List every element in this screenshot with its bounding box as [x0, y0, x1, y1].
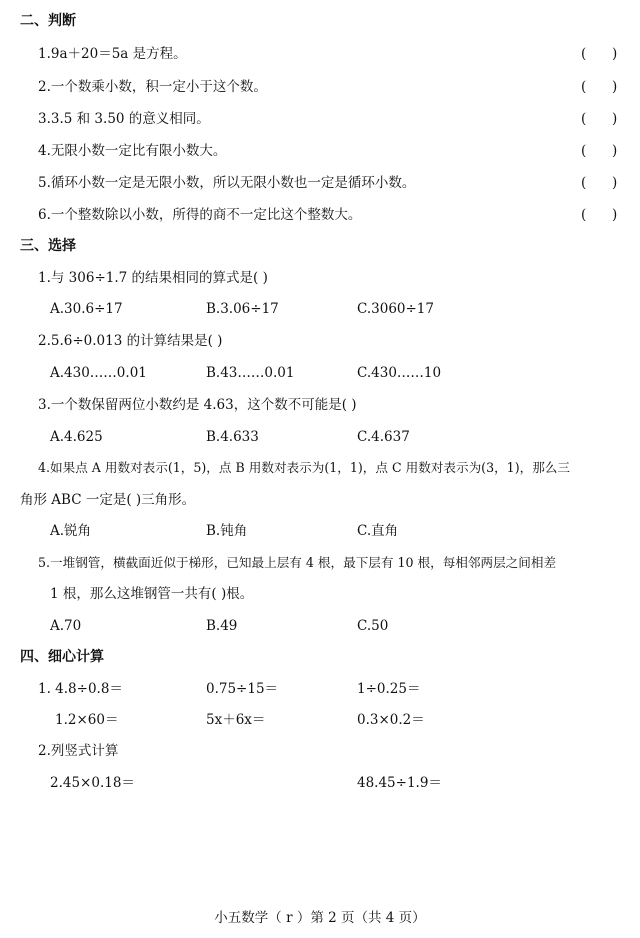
section-heading-choice: 三、选择	[20, 238, 76, 254]
choice-q1-option-a[interactable]: A.30.6÷17	[50, 301, 123, 317]
vertical-calc-heading: 2.列竖式计算	[38, 743, 119, 759]
choice-q4-stem-line2: 角形 ABC 一定是( )三角形。	[20, 492, 196, 508]
answer-blank-6[interactable]: ( )	[581, 207, 618, 223]
choice-q4-option-c[interactable]: C.直角	[357, 523, 399, 539]
section-heading-judgement: 二、判断	[20, 13, 76, 29]
choice-q2-option-a[interactable]: A.430……0.01	[50, 365, 147, 381]
answer-blank-4[interactable]: ( )	[581, 143, 618, 159]
answer-blank-5[interactable]: ( )	[581, 175, 618, 191]
choice-q3-option-a[interactable]: A.4.625	[50, 429, 103, 445]
choice-q4-option-b[interactable]: B.钝角	[206, 523, 248, 539]
judgement-item-2: 2.一个数乘小数，积一定小于这个数。	[38, 79, 267, 95]
section-heading-calculation: 四、细心计算	[20, 649, 104, 665]
choice-q2-option-b[interactable]: B.43……0.01	[206, 365, 295, 381]
choice-q3-option-c[interactable]: C.4.637	[357, 429, 410, 445]
choice-q2-stem: 2.5.6÷0.013 的计算结果是( )	[38, 333, 223, 349]
choice-q1-option-c[interactable]: C.3060÷17	[357, 301, 434, 317]
calc-item-5: 5x＋6x＝	[206, 712, 266, 728]
calc-item-2: 0.75÷15＝	[206, 681, 279, 697]
choice-q1-stem: 1.与 306÷1.7 的结果相同的算式是( )	[38, 270, 268, 286]
choice-q5-option-c[interactable]: C.50	[357, 618, 389, 634]
answer-blank-2[interactable]: ( )	[581, 79, 618, 95]
judgement-item-5: 5.循环小数一定是无限小数，所以无限小数也一定是循环小数。	[38, 175, 416, 191]
judgement-item-1: 1.9a＋20＝5a 是方程。	[38, 46, 187, 62]
choice-q4-stem-line1: 4.如果点 A 用数对表示(1，5)，点 B 用数对表示为(1，1)，点 C 用数对表示为(3，1)，那么三	[38, 460, 570, 475]
choice-q1-option-b[interactable]: B.3.06÷17	[206, 301, 279, 317]
choice-q3-option-b[interactable]: B.4.633	[206, 429, 259, 445]
judgement-item-4: 4.无限小数一定比有限小数大。	[38, 143, 227, 159]
answer-blank-1[interactable]: ( )	[581, 46, 618, 62]
calc-item-1: 1. 4.8÷0.8＝	[38, 681, 123, 697]
judgement-item-6: 6.一个整数除以小数，所得的商不一定比这个整数大。	[38, 207, 362, 223]
vertical-calc-item-1: 2.45×0.18＝	[50, 775, 135, 791]
choice-q3-stem: 3.一个数保留两位小数约是 4.63，这个数不可能是( )	[38, 397, 357, 413]
vertical-calc-item-2: 48.45÷1.9＝	[357, 775, 442, 791]
choice-q5-option-b[interactable]: B.49	[206, 618, 238, 634]
choice-q2-option-c[interactable]: C.430……10	[357, 365, 442, 381]
choice-q5-stem-line1: 5.一堆钢管，横截面近似于梯形，已知最上层有 4 根，最下层有 10 根，每相邻两层之间相差	[38, 555, 557, 570]
choice-q5-stem-line2: 1 根，那么这堆钢管一共有( )根。	[50, 586, 254, 602]
calc-item-4: 1.2×60＝	[55, 712, 119, 728]
answer-blank-3[interactable]: ( )	[581, 111, 618, 127]
choice-q4-option-a[interactable]: A.锐角	[50, 523, 92, 539]
choice-q5-option-a[interactable]: A.70	[50, 618, 82, 634]
judgement-item-3: 3.3.5 和 3.50 的意义相同。	[38, 111, 210, 127]
calc-item-6: 0.3×0.2＝	[357, 712, 425, 728]
calc-item-3: 1÷0.25＝	[357, 681, 421, 697]
page-footer: 小五数学（ r ）第 2 页（共 4 页）	[214, 910, 426, 926]
